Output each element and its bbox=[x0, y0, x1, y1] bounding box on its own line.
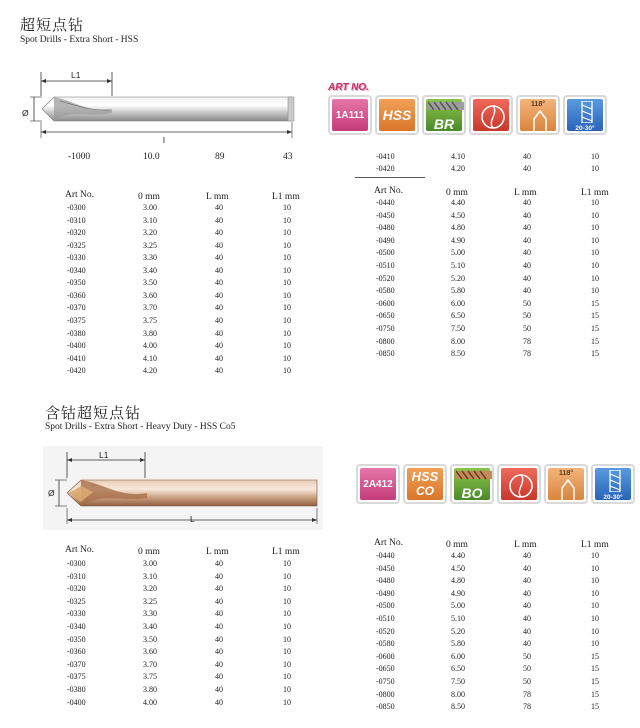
cell-diameter: 5.80 bbox=[451, 286, 465, 296]
cell-diameter: 5.10 bbox=[451, 261, 465, 270]
cell-length: 40 bbox=[215, 559, 223, 568]
cell-length: 40 bbox=[523, 235, 531, 245]
cell-art-no: -0650 bbox=[376, 664, 395, 674]
col-header-diameter: 0 mm bbox=[446, 188, 468, 198]
diameter-label: Ø bbox=[48, 488, 55, 498]
art-code-badge: 1A111 bbox=[328, 95, 372, 135]
material-badge: HSS bbox=[375, 95, 419, 135]
cell-art-no: -0500 bbox=[376, 248, 395, 258]
cell-art-no: -0600 bbox=[376, 298, 395, 308]
cell-length: 40 bbox=[523, 551, 531, 560]
helix-icon bbox=[577, 101, 597, 123]
cell-diameter: 3.60 bbox=[143, 647, 157, 657]
cell-length: 78 bbox=[523, 689, 531, 699]
section2-title-cn: 含钴超短点钻 bbox=[45, 404, 142, 422]
cell-art-no: -0320 bbox=[67, 584, 86, 594]
cell-l1: 10 bbox=[591, 626, 599, 636]
cell-l1: 10 bbox=[591, 614, 599, 623]
cell-l1: 10 bbox=[591, 563, 599, 573]
cell-l1: 15 bbox=[591, 311, 599, 321]
helix-badge: 20-30° bbox=[563, 95, 607, 135]
cell-l1: 10 bbox=[283, 228, 291, 238]
cell-length: 40 bbox=[523, 576, 531, 586]
cell-diameter: 4.00 bbox=[143, 697, 157, 707]
cell-length: 40 bbox=[215, 240, 223, 250]
cell-diameter: 3.30 bbox=[143, 253, 157, 263]
cell-art-no: -0340 bbox=[67, 622, 86, 631]
cell-length: 40 bbox=[523, 639, 531, 649]
cell-diameter: 5.20 bbox=[451, 273, 465, 283]
cell-art-no: -0300 bbox=[67, 559, 86, 568]
cell-length: 50 bbox=[523, 311, 531, 321]
cell-art-no: -0320 bbox=[67, 228, 86, 238]
material-badge: HSS CO bbox=[403, 464, 447, 504]
cell-art-no: -0410 bbox=[67, 353, 86, 363]
cell-diameter: 4.80 bbox=[451, 576, 465, 586]
cell-art-no: -0400 bbox=[67, 697, 86, 707]
dim-value: 89 bbox=[215, 152, 225, 162]
cell-length: 40 bbox=[523, 248, 531, 258]
cell-length: 40 bbox=[215, 366, 223, 376]
cell-diameter: 4.10 bbox=[451, 152, 465, 161]
cell-diameter: 3.25 bbox=[143, 596, 157, 606]
cell-length: 40 bbox=[523, 601, 531, 611]
flute-icon bbox=[428, 100, 464, 112]
cell-art-no: -0580 bbox=[376, 286, 395, 296]
cell-length: 40 bbox=[523, 223, 531, 233]
cell-diameter: 7.50 bbox=[451, 677, 465, 686]
cell-length: 50 bbox=[523, 677, 531, 686]
cell-l1: 10 bbox=[591, 223, 599, 233]
cell-diameter: 4.20 bbox=[143, 366, 157, 376]
section1-title-en: Spot Drills - Extra Short - HSS bbox=[20, 35, 139, 45]
cell-art-no: -0325 bbox=[67, 240, 86, 250]
flute-icon bbox=[456, 469, 492, 481]
cell-diameter: 3.75 bbox=[143, 315, 157, 325]
cell-l1: 10 bbox=[283, 634, 291, 644]
cell-length: 78 bbox=[523, 336, 531, 346]
cell-art-no: -0310 bbox=[67, 215, 86, 225]
cell-diameter: 5.00 bbox=[451, 601, 465, 611]
cell-diameter: 4.40 bbox=[451, 551, 465, 560]
cell-length: 40 bbox=[215, 203, 223, 212]
col-header-length: L mm bbox=[206, 547, 229, 557]
cell-art-no: -0350 bbox=[67, 278, 86, 288]
col-header-art-no: Art No. bbox=[65, 545, 95, 555]
cell-l1: 10 bbox=[283, 659, 291, 669]
cell-l1: 10 bbox=[591, 273, 599, 283]
cell-art-no: -0650 bbox=[376, 311, 395, 321]
l1-label: L1 bbox=[71, 70, 81, 80]
art-code-badge: 2A412 bbox=[356, 464, 400, 504]
cell-length: 40 bbox=[215, 278, 223, 288]
cell-length: 40 bbox=[523, 164, 531, 173]
col-header-diameter: 0 mm bbox=[138, 547, 160, 557]
cell-diameter: 6.50 bbox=[451, 664, 465, 674]
cell-diameter: 5.20 bbox=[451, 626, 465, 636]
cell-diameter: 4.00 bbox=[143, 341, 157, 351]
cell-length: 40 bbox=[215, 571, 223, 581]
diameter-label: Ø bbox=[22, 108, 29, 118]
cell-art-no: -0420 bbox=[376, 164, 395, 173]
col-header-diameter: 0 mm bbox=[138, 192, 160, 202]
cell-art-no: -0440 bbox=[376, 551, 395, 560]
section2-title-en: Spot Drills - Extra Short - Heavy Duty - HSS Co5 bbox=[45, 422, 236, 432]
cell-diameter: 4.10 bbox=[143, 353, 157, 363]
cell-length: 40 bbox=[215, 634, 223, 644]
cell-art-no: -0480 bbox=[376, 576, 395, 586]
section1-title-cn: 超短点钻 bbox=[20, 16, 85, 34]
cutting-edge-icon bbox=[507, 472, 535, 500]
dim-value: -1000 bbox=[68, 152, 91, 162]
cell-diameter: 8.00 bbox=[451, 689, 465, 699]
coating-badge: BO bbox=[450, 464, 494, 504]
cell-diameter: 8.50 bbox=[451, 349, 465, 359]
cell-art-no: -0520 bbox=[376, 273, 395, 283]
cell-l1: 10 bbox=[283, 596, 291, 606]
cell-l1: 15 bbox=[591, 702, 599, 712]
cell-l1: 10 bbox=[283, 559, 291, 568]
cell-diameter: 6.50 bbox=[451, 311, 465, 321]
cell-art-no: -0480 bbox=[376, 223, 395, 233]
cell-art-no: -0750 bbox=[376, 677, 395, 686]
cell-length: 78 bbox=[523, 702, 531, 712]
drill-drawing-hss bbox=[20, 66, 300, 148]
cell-l1: 10 bbox=[591, 286, 599, 296]
cell-diameter: 3.40 bbox=[143, 265, 157, 275]
cell-l1: 10 bbox=[283, 253, 291, 263]
cell-length: 40 bbox=[523, 286, 531, 296]
cutting-badge bbox=[469, 95, 513, 135]
cell-art-no: -0375 bbox=[67, 315, 86, 325]
cell-diameter: 3.20 bbox=[143, 584, 157, 594]
cell-l1: 10 bbox=[283, 366, 291, 376]
point-angle-badge: 118° bbox=[544, 464, 588, 504]
cell-art-no: -0450 bbox=[376, 563, 395, 573]
cell-length: 40 bbox=[523, 261, 531, 270]
cell-art-no: -0350 bbox=[67, 634, 86, 644]
cell-length: 40 bbox=[523, 210, 531, 220]
cell-art-no: -0360 bbox=[67, 290, 86, 300]
cell-length: 40 bbox=[523, 152, 531, 161]
cell-l1: 15 bbox=[591, 651, 599, 661]
cell-length: 40 bbox=[215, 328, 223, 338]
cell-diameter: 3.00 bbox=[143, 203, 157, 212]
cell-art-no: -0500 bbox=[376, 601, 395, 611]
cell-l1: 10 bbox=[591, 576, 599, 586]
cell-art-no: -0750 bbox=[376, 324, 395, 333]
cell-l1: 10 bbox=[283, 328, 291, 338]
cell-diameter: 7.50 bbox=[451, 324, 465, 333]
cell-length: 40 bbox=[215, 685, 223, 694]
cell-length: 40 bbox=[215, 584, 223, 594]
cell-length: 40 bbox=[215, 622, 223, 631]
cell-art-no: -0450 bbox=[376, 210, 395, 220]
cell-length: 50 bbox=[523, 324, 531, 333]
cell-diameter: 4.50 bbox=[451, 210, 465, 220]
col-header-diameter: 0 mm bbox=[446, 540, 468, 550]
cell-diameter: 3.50 bbox=[143, 278, 157, 288]
cell-l1: 10 bbox=[591, 551, 599, 560]
cell-l1: 10 bbox=[283, 315, 291, 325]
cell-l1: 10 bbox=[283, 571, 291, 581]
cell-l1: 10 bbox=[283, 265, 291, 275]
col-header-art-no: Art No. bbox=[374, 538, 404, 548]
cell-diameter: 3.80 bbox=[143, 685, 157, 694]
cell-diameter: 3.10 bbox=[143, 571, 157, 581]
cell-art-no: -0510 bbox=[376, 614, 395, 623]
col-header-l1: L1 mm bbox=[581, 188, 609, 198]
cell-diameter: 3.70 bbox=[143, 303, 157, 313]
cell-diameter: 4.20 bbox=[451, 164, 465, 173]
dim-value: 43 bbox=[283, 152, 293, 162]
cell-art-no: -0370 bbox=[67, 659, 86, 669]
col-header-length: L mm bbox=[514, 188, 537, 198]
cell-l1: 15 bbox=[591, 664, 599, 674]
cell-l1: 10 bbox=[283, 215, 291, 225]
cell-length: 40 bbox=[523, 626, 531, 636]
cell-art-no: -0420 bbox=[67, 366, 86, 376]
cell-l1: 15 bbox=[591, 324, 599, 333]
cell-l1: 10 bbox=[283, 278, 291, 288]
cell-l1: 15 bbox=[591, 298, 599, 308]
cell-art-no: -0850 bbox=[376, 702, 395, 712]
cutting-edge-icon bbox=[479, 103, 507, 131]
cell-diameter: 4.80 bbox=[451, 223, 465, 233]
cell-l1: 10 bbox=[283, 647, 291, 657]
point-angle-icon bbox=[556, 478, 580, 502]
col-header-l1: L1 mm bbox=[581, 540, 609, 550]
cell-length: 40 bbox=[215, 609, 223, 619]
cell-length: 40 bbox=[215, 215, 223, 225]
divider bbox=[355, 177, 425, 178]
cell-diameter: 3.70 bbox=[143, 659, 157, 669]
col-header-l1: L1 mm bbox=[272, 547, 300, 557]
cell-length: 40 bbox=[215, 659, 223, 669]
cell-art-no: -0330 bbox=[67, 253, 86, 263]
cell-l1: 10 bbox=[591, 248, 599, 258]
cell-length: 40 bbox=[215, 303, 223, 313]
art-no-heading: ART NO. bbox=[328, 82, 369, 93]
cell-l1: 10 bbox=[591, 198, 599, 207]
cell-diameter: 3.00 bbox=[143, 559, 157, 568]
cell-art-no: -0340 bbox=[67, 265, 86, 275]
cell-l1: 10 bbox=[283, 584, 291, 594]
cell-l1: 10 bbox=[283, 672, 291, 682]
cell-l1: 15 bbox=[591, 689, 599, 699]
cell-art-no: -0325 bbox=[67, 596, 86, 606]
cell-diameter: 5.10 bbox=[451, 614, 465, 623]
helix-badge: 20-30° bbox=[591, 464, 635, 504]
cell-length: 40 bbox=[215, 290, 223, 300]
cell-l1: 10 bbox=[283, 697, 291, 707]
cell-art-no: -0300 bbox=[67, 203, 86, 212]
cell-art-no: -0330 bbox=[67, 609, 86, 619]
cell-length: 40 bbox=[523, 198, 531, 207]
col-header-l1: L1 mm bbox=[272, 192, 300, 202]
cell-art-no: -0850 bbox=[376, 349, 395, 359]
cell-art-no: -0580 bbox=[376, 639, 395, 649]
point-angle-icon bbox=[528, 109, 552, 133]
cell-diameter: 6.00 bbox=[451, 651, 465, 661]
helix-icon bbox=[605, 470, 625, 492]
cell-length: 50 bbox=[523, 664, 531, 674]
cell-length: 40 bbox=[215, 353, 223, 363]
cell-length: 40 bbox=[215, 647, 223, 657]
cutting-badge bbox=[497, 464, 541, 504]
cell-diameter: 3.10 bbox=[143, 215, 157, 225]
cell-l1: 10 bbox=[283, 353, 291, 363]
cell-length: 40 bbox=[523, 588, 531, 598]
cell-l1: 10 bbox=[591, 601, 599, 611]
cell-l1: 10 bbox=[591, 235, 599, 245]
cell-l1: 10 bbox=[283, 240, 291, 250]
cell-diameter: 3.75 bbox=[143, 672, 157, 682]
cell-art-no: -0370 bbox=[67, 303, 86, 313]
cell-l1: 10 bbox=[591, 588, 599, 598]
dim-value: 10.0 bbox=[143, 152, 160, 162]
cell-diameter: 3.25 bbox=[143, 240, 157, 250]
cell-l1: 15 bbox=[591, 349, 599, 359]
col-header-length: L mm bbox=[514, 540, 537, 550]
cell-length: 40 bbox=[215, 265, 223, 275]
cell-diameter: 3.50 bbox=[143, 634, 157, 644]
cell-l1: 15 bbox=[591, 336, 599, 346]
cell-length: 40 bbox=[523, 273, 531, 283]
cell-art-no: -0310 bbox=[67, 571, 86, 581]
cell-art-no: -0400 bbox=[67, 341, 86, 351]
cell-l1: 15 bbox=[591, 677, 599, 686]
cell-length: 40 bbox=[215, 315, 223, 325]
coating-badge: BR bbox=[422, 95, 466, 135]
cell-diameter: 3.80 bbox=[143, 328, 157, 338]
cell-length: 40 bbox=[215, 596, 223, 606]
cell-length: 40 bbox=[215, 341, 223, 351]
cell-diameter: 3.40 bbox=[143, 622, 157, 631]
cell-art-no: -0490 bbox=[376, 588, 395, 598]
cell-diameter: 4.40 bbox=[451, 198, 465, 207]
cell-art-no: -0490 bbox=[376, 235, 395, 245]
cell-l1: 10 bbox=[591, 164, 599, 173]
cell-diameter: 6.00 bbox=[451, 298, 465, 308]
cell-diameter: 4.50 bbox=[451, 563, 465, 573]
cell-l1: 10 bbox=[591, 261, 599, 270]
cell-length: 78 bbox=[523, 349, 531, 359]
cell-diameter: 5.00 bbox=[451, 248, 465, 258]
cell-diameter: 3.60 bbox=[143, 290, 157, 300]
cell-l1: 10 bbox=[283, 303, 291, 313]
cell-l1: 10 bbox=[283, 609, 291, 619]
cell-art-no: -0600 bbox=[376, 651, 395, 661]
cell-diameter: 4.90 bbox=[451, 235, 465, 245]
point-angle-badge: 118° bbox=[516, 95, 560, 135]
l-label: L bbox=[190, 514, 195, 524]
cell-length: 50 bbox=[523, 651, 531, 661]
cell-l1: 10 bbox=[283, 203, 291, 212]
cell-diameter: 3.20 bbox=[143, 228, 157, 238]
cell-diameter: 8.50 bbox=[451, 702, 465, 712]
cell-l1: 10 bbox=[591, 210, 599, 220]
cell-diameter: 4.90 bbox=[451, 588, 465, 598]
cell-l1: 10 bbox=[591, 639, 599, 649]
col-header-length: L mm bbox=[206, 192, 229, 202]
l-label: l bbox=[163, 135, 165, 145]
cell-l1: 10 bbox=[283, 290, 291, 300]
cell-diameter: 8.00 bbox=[451, 336, 465, 346]
cell-art-no: -0360 bbox=[67, 647, 86, 657]
cell-art-no: -0380 bbox=[67, 685, 86, 694]
col-header-art-no: Art No. bbox=[374, 186, 404, 196]
drill-drawing-hss-co5 bbox=[43, 446, 323, 530]
cell-art-no: -0800 bbox=[376, 336, 395, 346]
cell-art-no: -0375 bbox=[67, 672, 86, 682]
cell-l1: 10 bbox=[283, 622, 291, 631]
cell-length: 40 bbox=[215, 672, 223, 682]
cell-length: 40 bbox=[215, 253, 223, 263]
cell-art-no: -0440 bbox=[376, 198, 395, 207]
cell-diameter: 3.30 bbox=[143, 609, 157, 619]
cell-art-no: -0380 bbox=[67, 328, 86, 338]
cell-art-no: -0410 bbox=[376, 152, 395, 161]
cell-length: 50 bbox=[523, 298, 531, 308]
cell-art-no: -0520 bbox=[376, 626, 395, 636]
cell-length: 40 bbox=[523, 614, 531, 623]
cell-art-no: -0800 bbox=[376, 689, 395, 699]
cell-diameter: 5.80 bbox=[451, 639, 465, 649]
cell-length: 40 bbox=[215, 228, 223, 238]
cell-l1: 10 bbox=[591, 152, 599, 161]
l1-label: L1 bbox=[99, 450, 109, 460]
cell-length: 40 bbox=[523, 563, 531, 573]
cell-l1: 10 bbox=[283, 341, 291, 351]
col-header-art-no: Art No. bbox=[65, 190, 95, 200]
cell-art-no: -0510 bbox=[376, 261, 395, 270]
cell-l1: 10 bbox=[283, 685, 291, 694]
cell-length: 40 bbox=[215, 697, 223, 707]
